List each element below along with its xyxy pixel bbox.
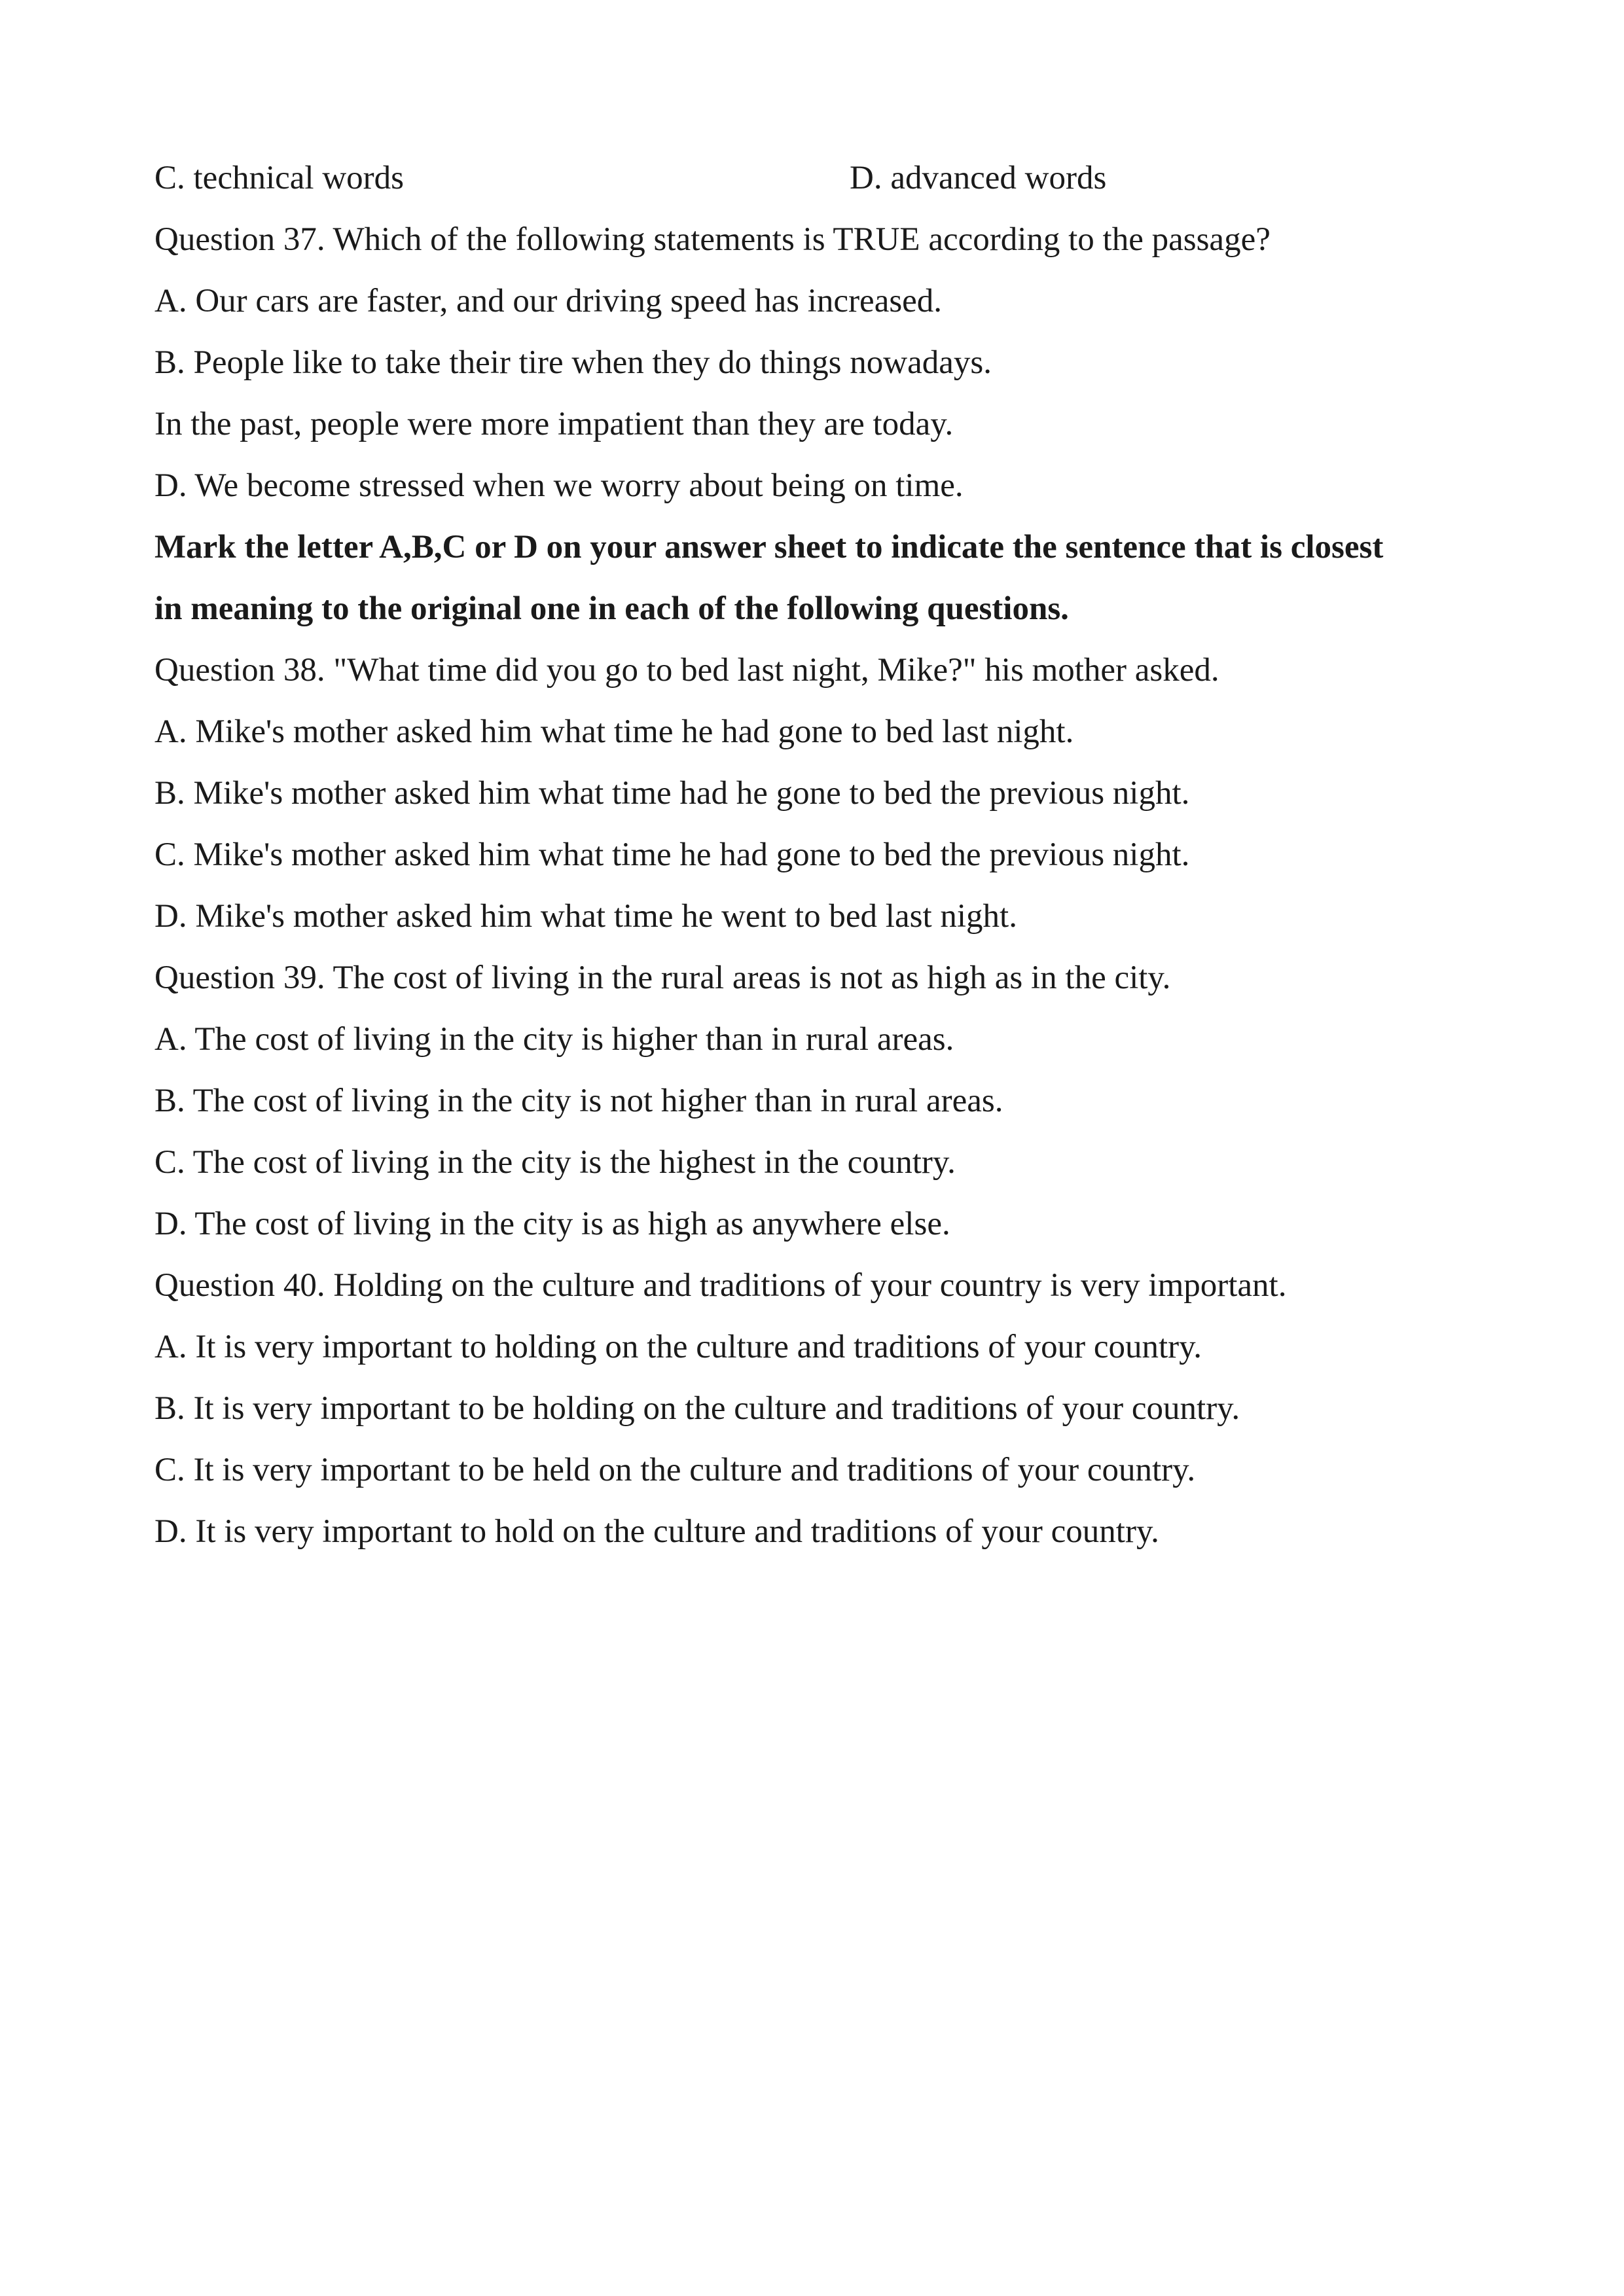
question-37-stem: Question 37. Which of the following statements is TRUE according to the passage? [154, 221, 1271, 258]
question-38-option-b: B. Mike's mother asked him what time had he gone to bed the previous night. [154, 775, 1190, 812]
question-39-option-d: D. The cost of living in the city is as high as anywhere else. [154, 1206, 950, 1242]
question-37-option-c: In the past, people were more impatient than they are today. [154, 406, 954, 442]
question-39-option-c: C. The cost of living in the city is the highest in the country. [154, 1144, 956, 1181]
question-38-option-a: A. Mike's mother asked him what time he had gone to bed last night. [154, 713, 1074, 750]
question-38-stem: Question 38. "What time did you go to bed last night, Mike?" his mother asked. [154, 652, 1219, 689]
section-instruction-line-2: in meaning to the original one in each of the following questions. [154, 590, 1069, 627]
question-38-option-c: C. Mike's mother asked him what time he had gone to bed the previous night. [154, 836, 1190, 873]
question-39-stem: Question 39. The cost of living in the rural areas is not as high as in the city. [154, 960, 1171, 996]
option-d: D. advanced words [850, 160, 1107, 196]
question-38-option-d: D. Mike's mother asked him what time he went to bed last night. [154, 898, 1017, 935]
question-40-option-d: D. It is very important to hold on the culture and traditions of your country. [154, 1513, 1159, 1550]
question-40-option-b: B. It is very important to be holding on the culture and traditions of your country. [154, 1390, 1240, 1427]
question-40-option-a: A. It is very important to holding on the culture and traditions of your country. [154, 1329, 1202, 1365]
question-39-option-b: B. The cost of living in the city is not higher than in rural areas. [154, 1083, 1003, 1119]
page-content [154, 147, 1483, 1562]
question-40-stem: Question 40. Holding on the culture and traditions of your country is very important. [154, 1267, 1287, 1304]
question-36-options-cd [154, 147, 1483, 209]
question-39-option-a: A. The cost of living in the city is higher than in rural areas. [154, 1021, 954, 1058]
question-37-option-d: D. We become stressed when we worry about being on time. [154, 467, 964, 504]
option-c: C. technical words [154, 160, 404, 196]
question-40-option-c: C. It is very important to be held on the culture and traditions of your country. [154, 1452, 1196, 1488]
section-instruction-line-1: Mark the letter A,B,C or D on your answer sheet to indicate the sentence that is closest [154, 529, 1384, 565]
question-37-option-b: B. People like to take their tire when they do things nowadays. [154, 344, 992, 381]
question-37-option-a: A. Our cars are faster, and our driving speed has increased. [154, 283, 943, 319]
